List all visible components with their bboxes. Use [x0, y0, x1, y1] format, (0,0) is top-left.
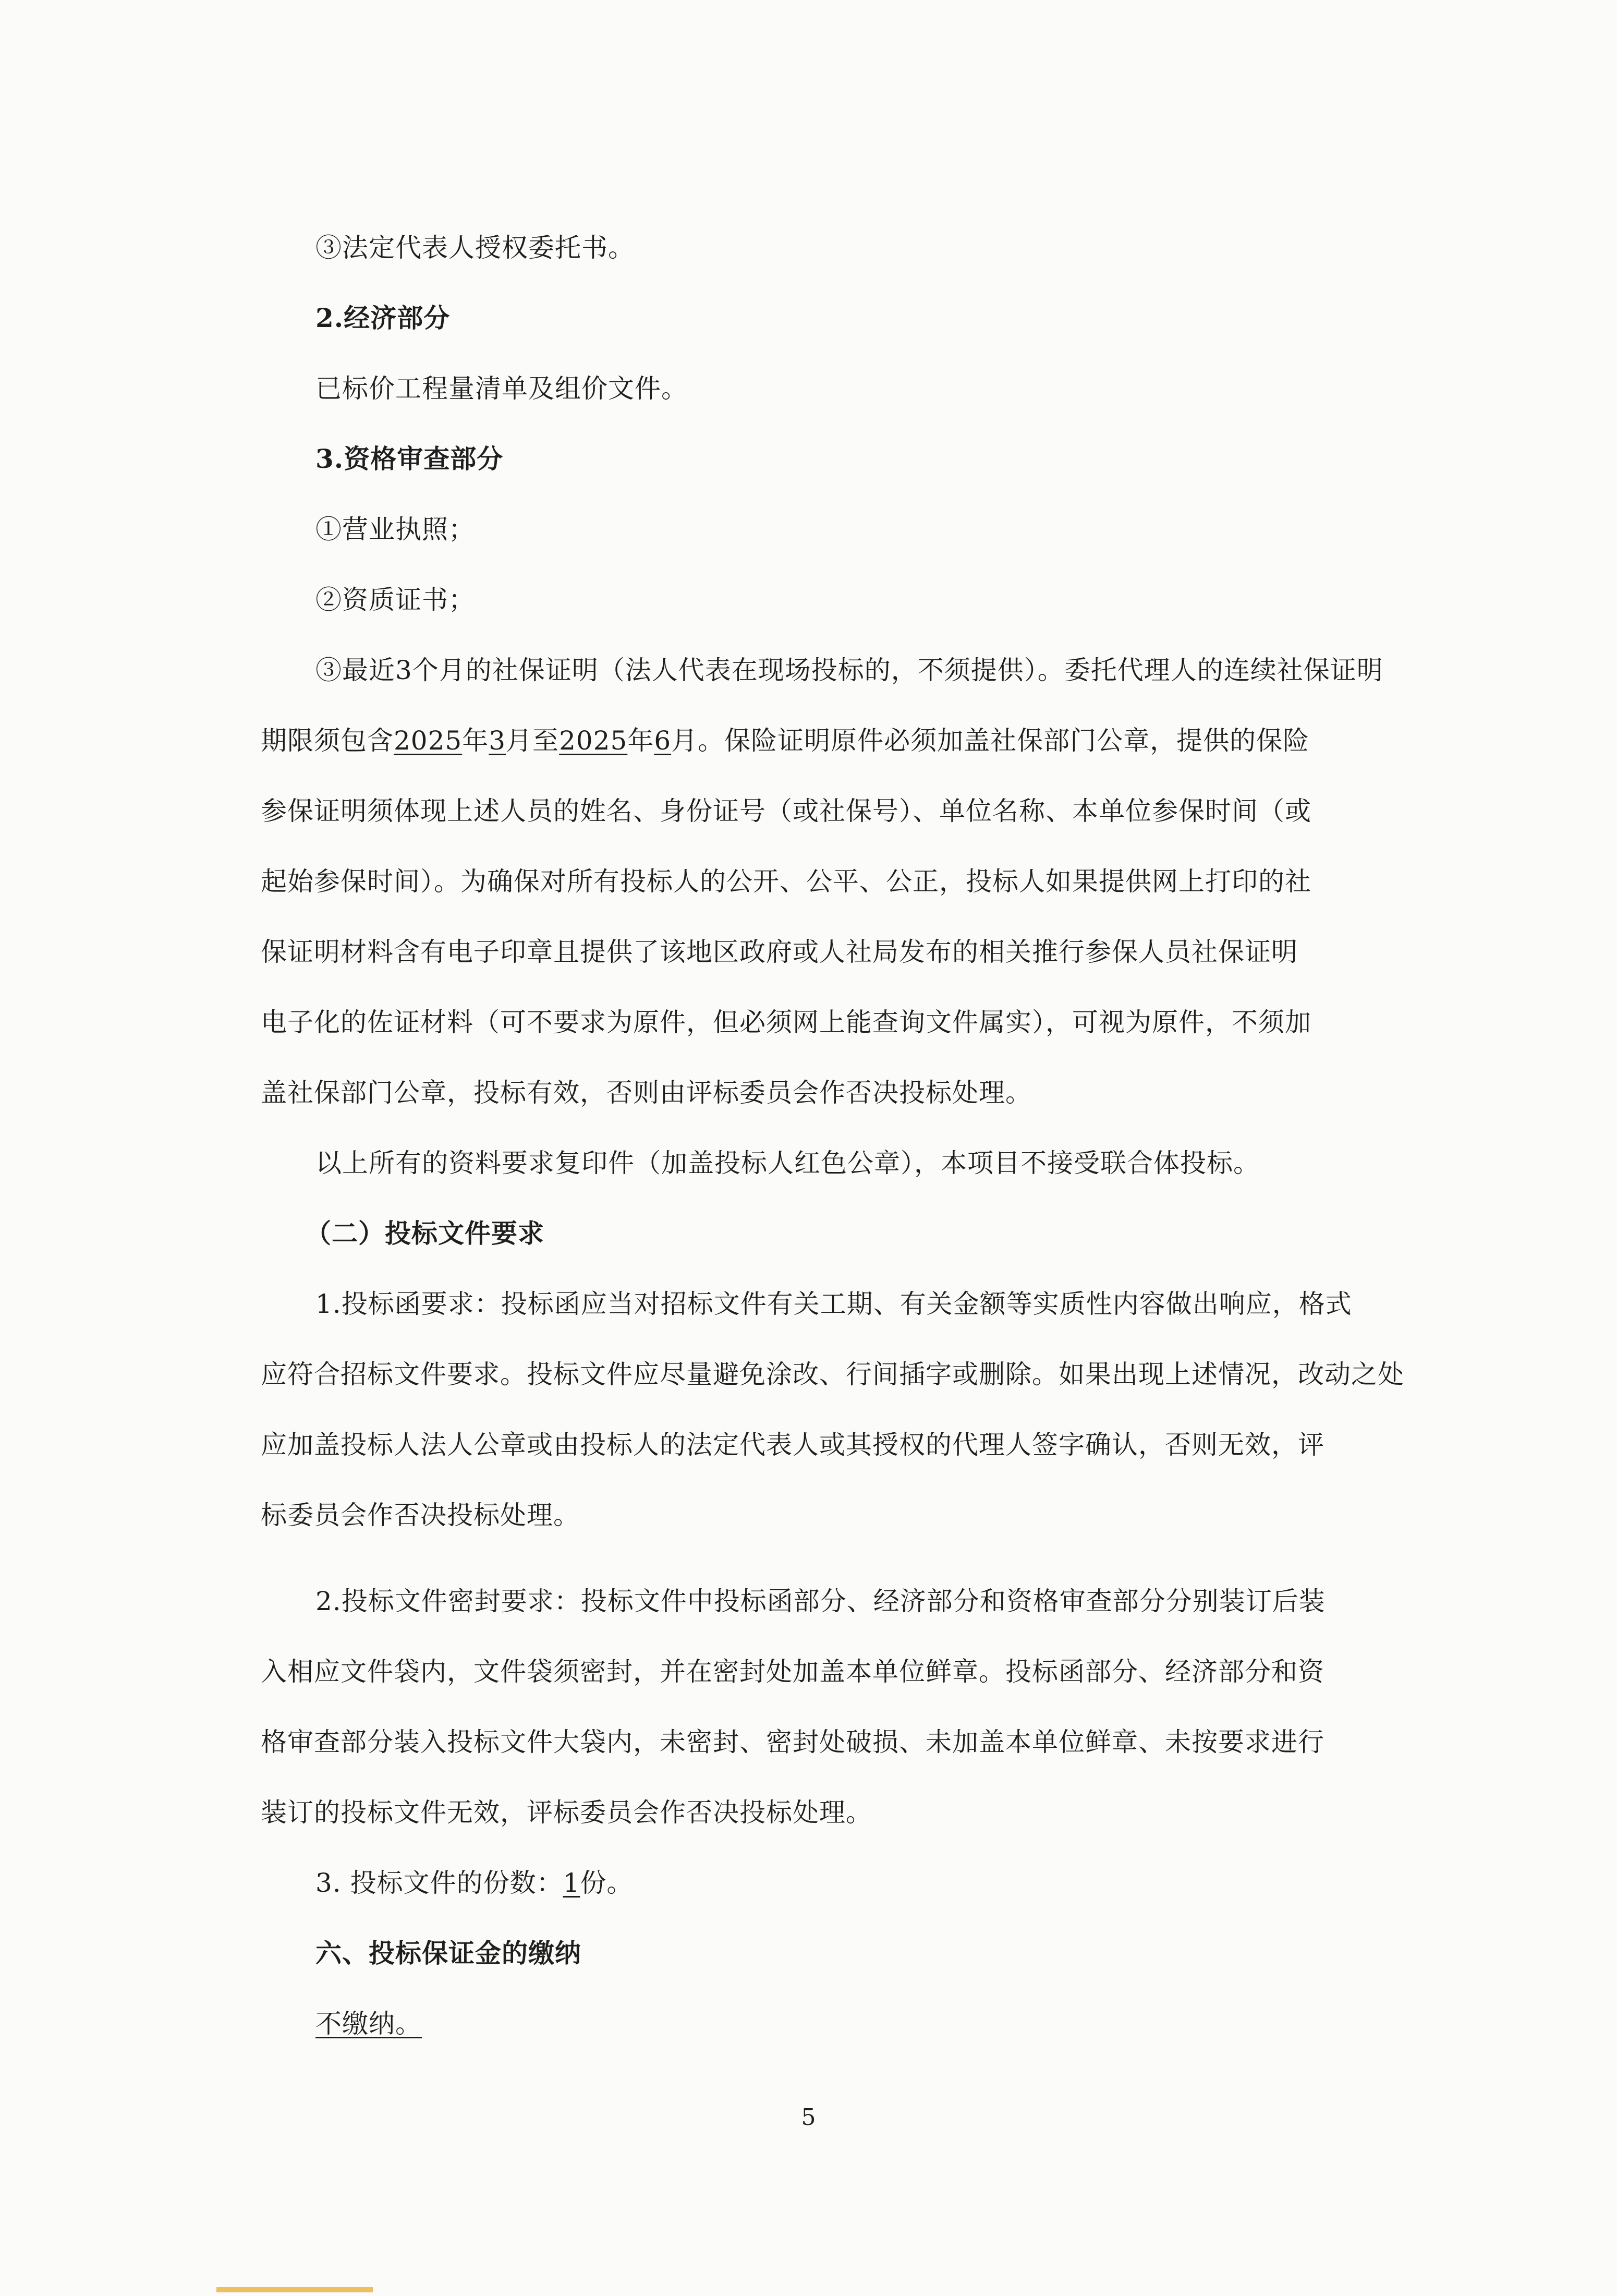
text-line-bill-of-quantities: 已标价工程量清单及组价文件。 — [315, 373, 688, 404]
text-line-qualification-cert: ②资质证书； — [315, 585, 475, 615]
text-fragment: 月。保险证明原件必须加盖社保部门公章，提供的保险 — [671, 726, 1310, 756]
text-line-bid-letter-4: 标委员会作否决投标处理。 — [261, 1500, 580, 1530]
scan-artifact — [216, 2287, 373, 2292]
text-line-social-insurance-5: 保证明材料含有电子印章且提供了该地区政府或人社局发布的相关推行参保人员社保证明 — [261, 937, 1298, 967]
text-line-business-license: ①营业执照； — [315, 514, 475, 545]
section-heading-qualification: 3.资格审查部分 — [315, 443, 504, 474]
text-fragment: 份。 — [580, 1868, 634, 1898]
text-fragment: 年 — [462, 726, 489, 756]
end-month: 6 — [654, 726, 672, 756]
page-number: 5 — [801, 2104, 816, 2131]
text-line-sealing-1: 2.投标文件密封要求：投标文件中投标函部分、经济部分和资格审查部分分别装订后装 — [315, 1586, 1326, 1616]
copies-count: 1 — [563, 1868, 580, 1898]
text-fragment: 期限须包含 — [261, 726, 394, 756]
text-line-copies-requirement: 以上所有的资料要求复印件（加盖投标人红色公章），本项目不接受联合体投标。 — [315, 1148, 1260, 1178]
text-line-sealing-3: 格审查部分装入投标文件大袋内，未密封、密封处破损、未加盖本单位鲜章、未按要求进行 — [261, 1727, 1324, 1757]
section-heading-bid-bond: 六、投标保证金的缴纳 — [315, 1938, 581, 1968]
start-month: 3 — [489, 726, 506, 756]
text-line-no-bond: 不缴纳。 — [315, 2009, 422, 2039]
text-line-bid-letter-1: 1.投标函要求：投标函应当对招标文件有关工期、有关金额等实质性内容做出响应，格式 — [315, 1289, 1352, 1319]
text-line-social-insurance-4: 起始参保时间）。为确保对所有投标人的公开、公平、公正，投标人如果提供网上打印的社 — [261, 866, 1311, 897]
text-fragment: 3. 投标文件的份数： — [315, 1868, 563, 1898]
text-line-social-insurance-2 — [261, 725, 1309, 756]
section-heading-bid-docs: （二）投标文件要求 — [305, 1218, 544, 1249]
text-line-social-insurance-7: 盖社保部门公章，投标有效，否则由评标委员会作否决投标处理。 — [261, 1078, 1032, 1108]
start-year: 2025 — [394, 726, 463, 756]
text-line-social-insurance-3: 参保证明须体现上述人员的姓名、身份证号（或社保号）、单位名称、本单位参保时间（或 — [261, 796, 1311, 826]
text-fragment: 年 — [627, 726, 654, 756]
text-line-authorization: ③法定代表人授权委托书。 — [315, 233, 635, 263]
text-line-bid-letter-2: 应符合招标文件要求。投标文件应尽量避免涂改、行间插字或删除。如果出现上述情况，改动之处 — [261, 1359, 1404, 1389]
text-line-sealing-4: 装订的投标文件无效，评标委员会作否决投标处理。 — [261, 1797, 872, 1828]
text-fragment: 月至 — [506, 726, 560, 756]
text-line-social-insurance-1: ③最近3个月的社保证明（法人代表在现场投标的，不须提供）。委托代理人的连续社保证明 — [315, 655, 1383, 685]
text-line-sealing-2: 入相应文件袋内，文件袋须密封，并在密封处加盖本单位鲜章。投标函部分、经济部分和资 — [261, 1657, 1324, 1687]
section-heading-economic: 2.经济部分 — [315, 303, 451, 333]
end-year: 2025 — [559, 726, 628, 756]
text-line-number-of-copies — [315, 1867, 633, 1899]
text-line-bid-letter-3: 应加盖投标人法人公章或由投标人的法定代表人或其授权的代理人签字确认，否则无效，评 — [261, 1430, 1324, 1460]
text-line-social-insurance-6: 电子化的佐证材料（可不要求为原件，但必须网上能查询文件属实），可视为原件，不须加 — [261, 1007, 1311, 1037]
